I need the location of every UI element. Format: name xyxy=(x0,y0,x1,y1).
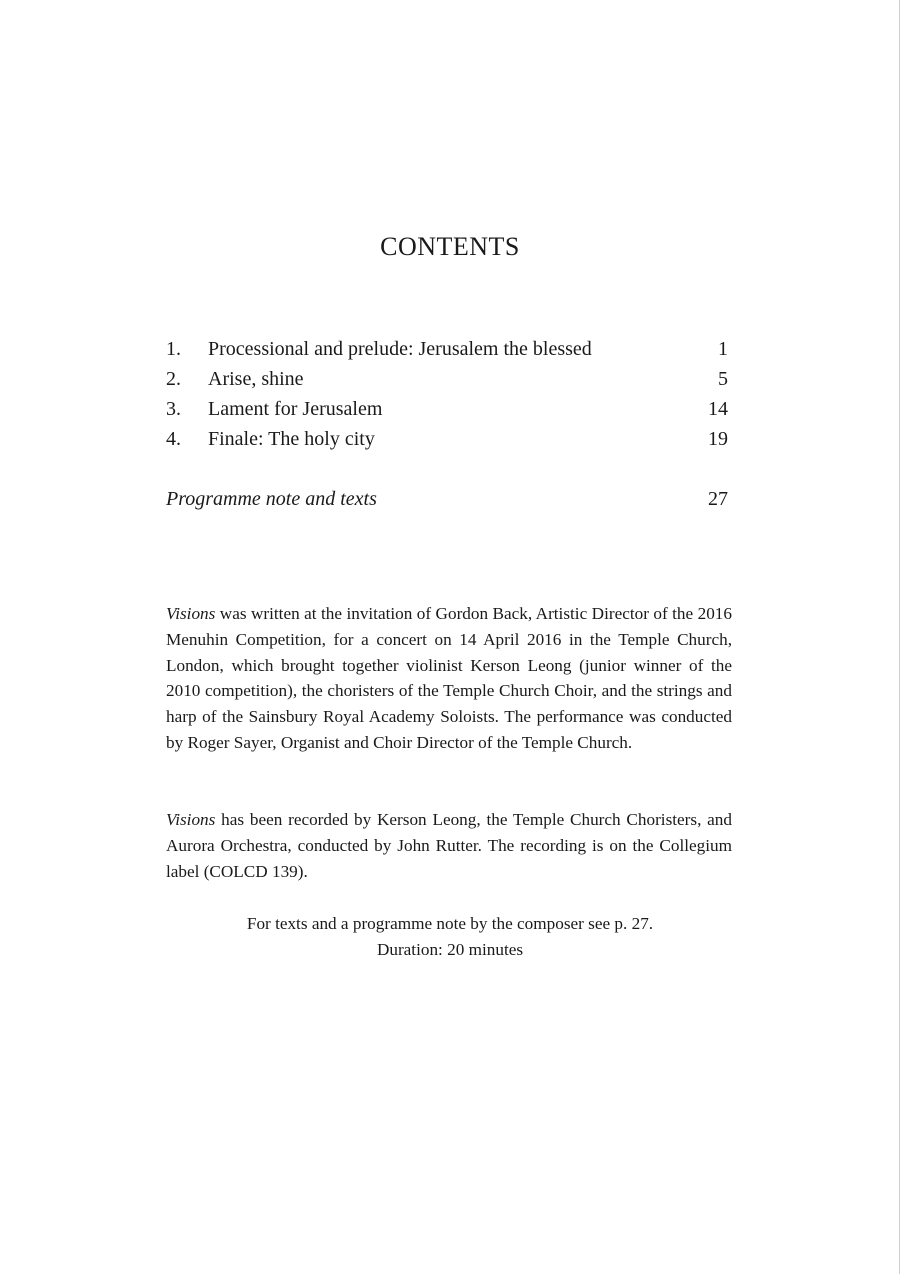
toc-entry[interactable] xyxy=(166,368,728,398)
work-title: Visions xyxy=(166,604,216,623)
toc-entry-page: 27 xyxy=(708,488,728,510)
toc-entry-number: 1. xyxy=(166,338,181,360)
toc-entry-page: 5 xyxy=(718,368,728,390)
toc-entry-programme-note[interactable] xyxy=(166,488,728,511)
toc-entry-page: 14 xyxy=(708,398,728,420)
work-title: Visions xyxy=(166,810,216,829)
toc-entry-number: 4. xyxy=(166,428,181,450)
toc-entry-title: Lament for Jerusalem xyxy=(208,398,383,420)
toc-entry-title: Finale: The holy city xyxy=(208,428,375,450)
paragraph-text: has been recorded by Kerson Leong, the Temple Church Choristers, and Aurora Orchestra, conducted by John Rutter. The recording is on the Collegium label (COLCD 139). xyxy=(166,810,732,881)
toc-entry-page: 19 xyxy=(708,428,728,450)
toc-entry[interactable] xyxy=(166,338,728,368)
programme-note-reference: For texts and a programme note by the composer see p. 27. xyxy=(246,914,654,933)
toc-entry-title: Arise, shine xyxy=(208,368,304,390)
toc-entry-title: Programme note and texts xyxy=(166,488,377,510)
toc-entry-number: 3. xyxy=(166,398,181,420)
footer-notes xyxy=(0,911,900,963)
intro-paragraph xyxy=(166,601,732,756)
duration: Duration: 20 minutes xyxy=(376,939,524,959)
page-title: CONTENTS xyxy=(380,232,520,261)
toc-entry-title: Processional and prelude: Jerusalem the blessed xyxy=(208,338,592,360)
recording-paragraph xyxy=(166,807,732,884)
contents-list xyxy=(166,338,728,458)
toc-entry[interactable] xyxy=(166,398,728,428)
toc-entry-page: 1 xyxy=(718,338,728,360)
toc-entry-number: 2. xyxy=(166,368,181,390)
paragraph-text: was written at the invitation of Gordon Back, Artistic Director of the 2016 Menuhin Competition, for a concert on 14 April 2016 in the Temple Church, London, which brought together violinist Kerson Leong (junior winner of the 2010 competition), the choristers of the Temple Church Choir, and the strings and harp of the Sainsbury Royal Academy Soloists. The performance was conducted by Roger Sayer, Organist and Choir Director of the Temple Church. xyxy=(166,604,732,752)
toc-entry[interactable] xyxy=(166,428,728,458)
